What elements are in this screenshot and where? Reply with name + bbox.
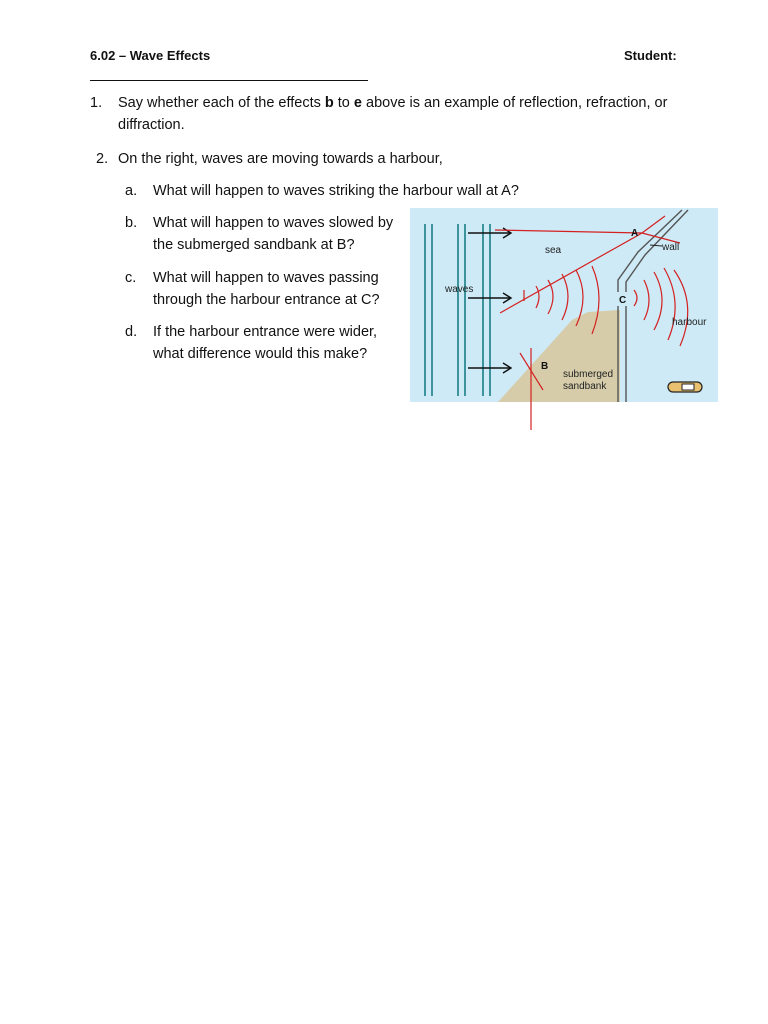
question-1-text-part: Say whether each of the effects <box>118 95 325 111</box>
effect-b-label: b <box>324 95 334 111</box>
question-2-number: 2. <box>96 151 109 167</box>
worksheet-title: 6.02 – Wave Effects <box>90 48 211 63</box>
label-waves: waves <box>445 284 474 295</box>
question-2c-letter: c. <box>125 270 137 286</box>
student-label: Student: <box>624 48 677 63</box>
question-2b-letter: b. <box>125 215 138 231</box>
harbour-diagram-svg <box>410 208 718 432</box>
label-point-b: B <box>541 361 549 372</box>
question-2a-text: What will happen to waves striking the harbour wall at A? <box>153 183 519 199</box>
question-2a-letter: a. <box>125 183 138 199</box>
question-2d-text: If the harbour entrance were wider, what difference would this make? <box>153 324 378 362</box>
effect-e-label: e <box>353 95 362 111</box>
question-1-text-part: above is an example of reflection, refraction, or diffraction. <box>118 95 668 133</box>
question-2b-text: What will happen to waves slowed by the submerged sandbank at B? <box>153 215 394 253</box>
boat-cabin <box>682 384 694 390</box>
label-sea: sea <box>545 245 562 256</box>
label-point-c: C <box>619 295 627 306</box>
harbour-diagram <box>410 208 718 432</box>
label-sandbank-line1: submerged <box>563 369 614 380</box>
question-1-text <box>118 92 688 136</box>
question-1-number: 1. <box>90 95 103 111</box>
boat-icon <box>668 382 702 392</box>
name-underline <box>90 80 368 81</box>
label-harbour: harbour <box>672 317 707 328</box>
question-1-text-part: to <box>333 95 354 111</box>
label-point-a: A <box>631 228 639 239</box>
label-sandbank-line2: sandbank <box>563 381 607 392</box>
question-2c-text: What will happen to waves passing through the harbour entrance at C? <box>153 270 380 308</box>
question-2d-letter: d. <box>125 324 138 340</box>
question-2-text: On the right, waves are moving towards a harbour, <box>118 151 443 167</box>
label-wall: wall <box>662 242 680 253</box>
